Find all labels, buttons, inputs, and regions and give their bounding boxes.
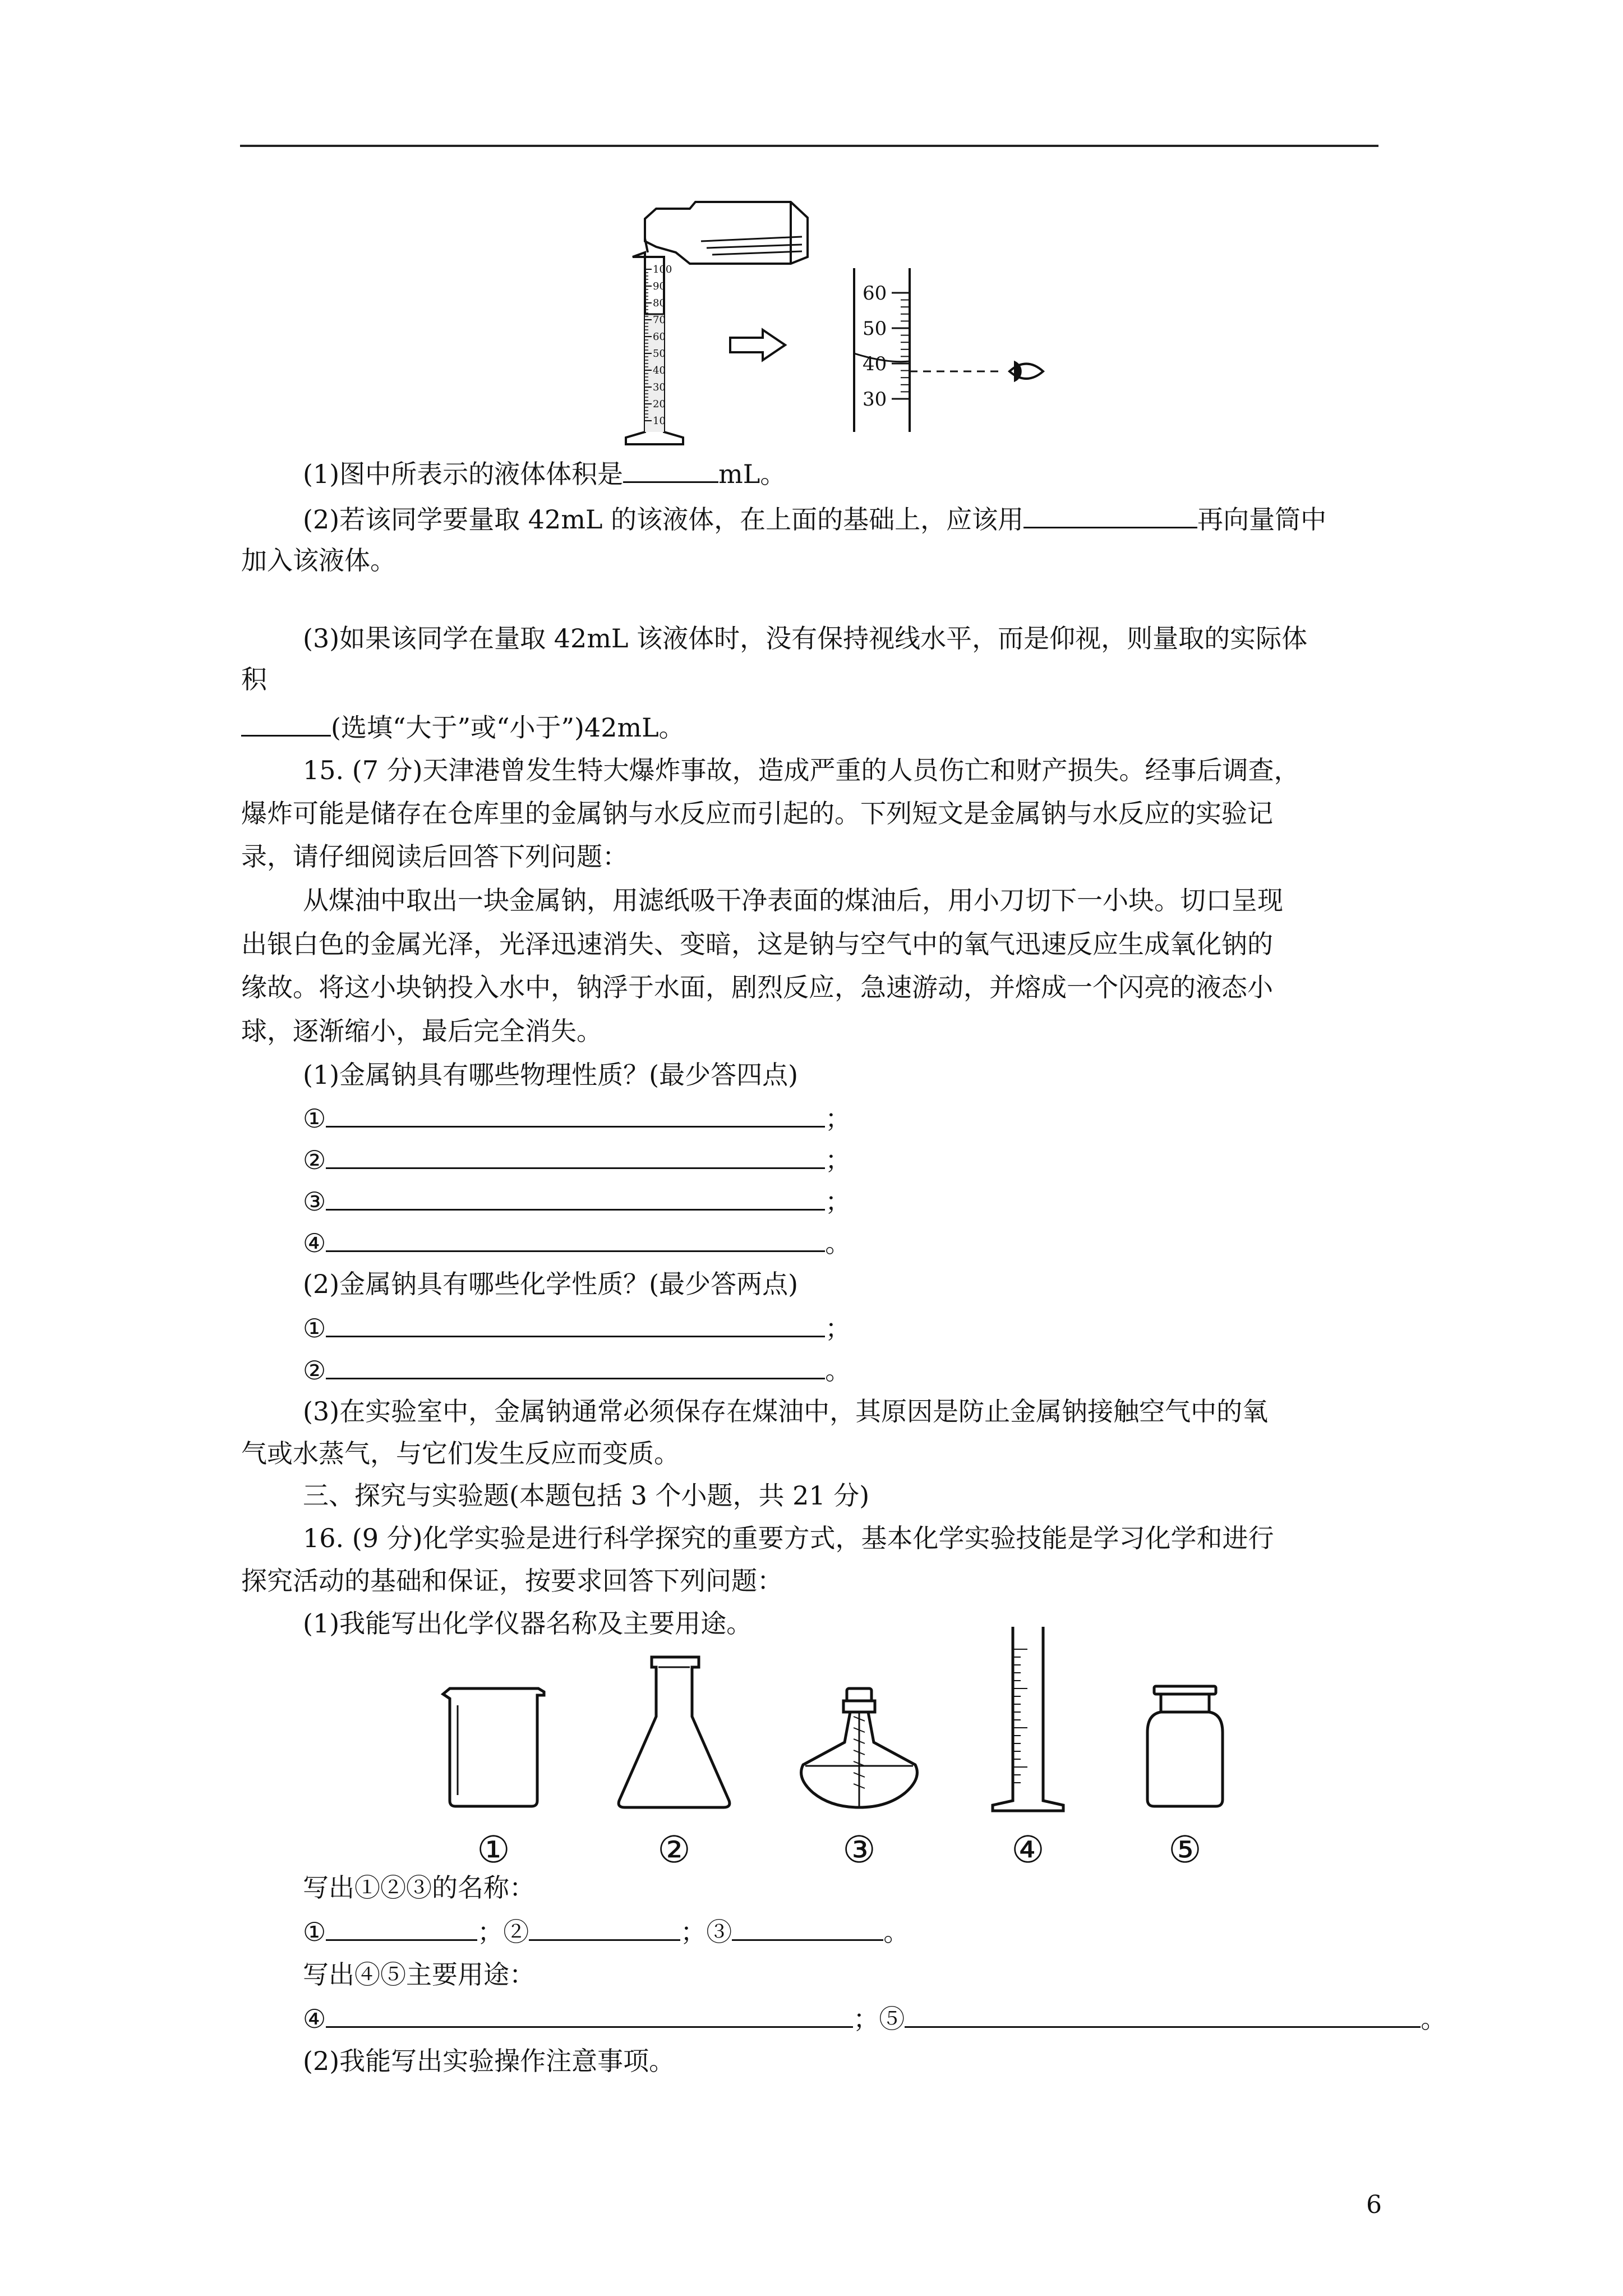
q16-intro-line2: 探究活动的基础和保证，按要求回答下列问题： (241, 1566, 783, 1596)
q15-question3-line2: 气或水蒸气，与它们发生反应而变质。 (241, 1438, 680, 1469)
q14-part1-text: (1)图中所表示的液体体积是 (303, 459, 624, 489)
circled-number: ① (303, 1103, 326, 1134)
answer-blank[interactable] (732, 1913, 883, 1941)
scale-tick-label: 60 (863, 282, 887, 305)
circled-number: ① (303, 1917, 326, 1947)
punctuation: ； (853, 2004, 879, 2034)
reagent-bottle-icon (645, 202, 808, 264)
punctuation: 。 (883, 1917, 910, 1947)
q14-part2-text-end: 再向量筒中 (1197, 504, 1327, 535)
scale-tick-label: 30 (863, 388, 887, 411)
answer-blank[interactable] (326, 2000, 853, 2028)
section-heading: 三、探究与实验题(本题包括 3 个小题，共 21 分) (303, 1480, 870, 1511)
circled-number: ② (503, 1917, 529, 1947)
answer-blank[interactable] (1023, 501, 1197, 528)
alcohol-lamp-icon (801, 1688, 917, 1807)
q15-intro-line3: 录，请仔细阅读后回答下列问题： (241, 841, 628, 872)
cylinder-tick-label: 60 (653, 331, 666, 343)
answer-blank[interactable] (241, 709, 331, 737)
answer-blank[interactable] (623, 455, 718, 483)
q16-part2: (2)我能写出实验操作注意事项。 (303, 2046, 675, 2076)
apparatus-label-4: ④ (1011, 1828, 1045, 1871)
q15-answer4-line (303, 1225, 851, 1260)
punctuation: 。 (825, 1355, 851, 1386)
apparatus-label-1: ① (477, 1828, 510, 1871)
q14-part3: (3)如果该同学在量取 42mL 该液体时，没有保持视线水平，而是仰视，则量取的实际体 (303, 623, 1308, 654)
beaker-icon (443, 1688, 544, 1806)
punctuation: ； (825, 1186, 851, 1217)
punctuation: ； (825, 1145, 851, 1175)
circled-number: ④ (303, 1228, 326, 1258)
scale-ticks (863, 282, 910, 411)
answer-blank[interactable] (326, 1183, 825, 1211)
measuring-cylinder-icon (993, 1627, 1063, 1811)
q15-intro-line2: 爆炸可能是储存在仓库里的金属钠与水反应而引起的。下列短文是金属钠与水反应的实验记 (241, 798, 1273, 829)
cylinder-tick-label: 40 (653, 365, 666, 376)
q15-passage-line1: 从煤油中取出一块金属钠，用滤纸吸干净表面的煤油后，用小刀切下一小块。切口呈现 (303, 885, 1283, 915)
q14-part3-continued: 积 (241, 664, 267, 694)
circled-number: ④ (303, 2004, 326, 2034)
q14-part3-text-end: (选填“大于”或“小于”)42mL。 (331, 712, 685, 743)
apparatus-label-2: ② (657, 1828, 691, 1871)
cylinder-tick-label: 80 (653, 297, 666, 309)
circled-number: ② (303, 1145, 326, 1175)
q15-answer2-line (303, 1142, 851, 1177)
q15-passage-line4: 球，逐渐缩小，最后完全消失。 (241, 1016, 602, 1046)
page-number: 6 (1366, 2191, 1382, 2219)
q15-answer1-line (303, 1100, 851, 1135)
cylinder-tick-label: 20 (653, 398, 666, 410)
q16-uses-prompt: 写出④⑤主要用途： (303, 1959, 535, 1990)
cylinder-tick-label: 70 (653, 314, 666, 326)
circled-number: ③ (706, 1917, 732, 1947)
q15-question1: (1)金属钠具有哪些物理性质？(最少答四点) (303, 1060, 799, 1090)
q15-question2: (2)金属钠具有哪些化学性质？(最少答两点) (303, 1269, 799, 1299)
q16-names-prompt: 写出①②③的名称： (303, 1872, 535, 1903)
cylinder-tick-label: 90 (653, 280, 666, 292)
q15-passage-line2: 出银白色的金属光泽，光泽迅速消失、变暗，这是钠与空气中的氧气迅速反应生成氧化钠的 (241, 929, 1273, 959)
circled-number: ⑤ (879, 2004, 905, 2034)
punctuation: ； (825, 1313, 851, 1343)
q14-part1 (303, 455, 786, 491)
answer-blank[interactable] (326, 1352, 825, 1379)
q16-part1: (1)我能写出化学仪器名称及主要用途。 (303, 1608, 753, 1639)
circled-number: ① (303, 1313, 326, 1343)
answer-blank[interactable] (905, 2000, 1421, 2028)
q14-part2 (303, 501, 1326, 536)
q15-question3-line1: (3)在实验室中，金属钠通常必须保存在煤油中，其原因是防止金属钠接触空气中的氧 (303, 1396, 1269, 1427)
cylinder-reading-figure (623, 185, 1054, 454)
apparatus-figure (432, 1627, 1262, 1874)
answer-blank[interactable] (326, 1913, 477, 1941)
scale-tick-label: 50 (863, 318, 887, 340)
q15-intro-line1: 15. (7 分)天津港曾发生特大爆炸事故，造成严重的人员伤亡和财产损失。经事后调查， (303, 755, 1300, 785)
answer-blank[interactable] (326, 1142, 825, 1169)
q16-names-line (303, 1913, 909, 1949)
answer-blank[interactable] (326, 1310, 825, 1337)
eye-icon (1009, 362, 1043, 380)
punctuation: ； (825, 1103, 851, 1134)
q16-uses-line (303, 2000, 1446, 2036)
q16-intro-line1: 16. (9 分)化学实验是进行科学探究的重要方式，基本化学实验技能是学习化学和进行 (303, 1523, 1274, 1553)
wide-mouth-bottle-icon (1147, 1686, 1223, 1806)
scale-tick-label: 40 (863, 353, 887, 375)
q15-answer3-line (303, 1183, 851, 1218)
cylinder-tick-label: 10 (653, 415, 666, 427)
answer-blank[interactable] (529, 1913, 680, 1941)
punctuation: 。 (1421, 2004, 1447, 2034)
cylinder-tick-label: 100 (653, 264, 672, 275)
arrow-icon (730, 330, 785, 360)
punctuation: ； (477, 1917, 504, 1947)
circled-number: ③ (303, 1186, 326, 1217)
q15-chem-answer1-line (303, 1310, 851, 1345)
apparatus-label-3: ③ (842, 1828, 876, 1871)
cylinder-tick-label: 30 (653, 381, 666, 393)
q14-part2-text: (2)若该同学要量取 42mL 的该液体，在上面的基础上，应该用 (303, 504, 1024, 535)
punctuation: ； (680, 1917, 707, 1947)
header-rule (240, 145, 1378, 147)
cylinder-tick-label: 50 (653, 348, 666, 360)
apparatus-label-5: ⑤ (1168, 1828, 1202, 1871)
answer-blank[interactable] (326, 1225, 825, 1252)
q15-chem-answer2-line (303, 1352, 851, 1387)
circled-number: ② (303, 1355, 326, 1386)
conical-flask-icon (619, 1657, 730, 1807)
punctuation: 。 (825, 1228, 851, 1258)
q14-part3-answer-line (241, 709, 685, 744)
q15-passage-line3: 缘故。将这小块钠投入水中，钠浮于水面，剧烈反应，急速游动，并熔成一个闪亮的液态小 (241, 972, 1273, 1002)
answer-blank[interactable] (326, 1100, 825, 1128)
unit-text: mL。 (718, 459, 786, 489)
q14-part2-continued: 加入该液体。 (241, 545, 396, 576)
